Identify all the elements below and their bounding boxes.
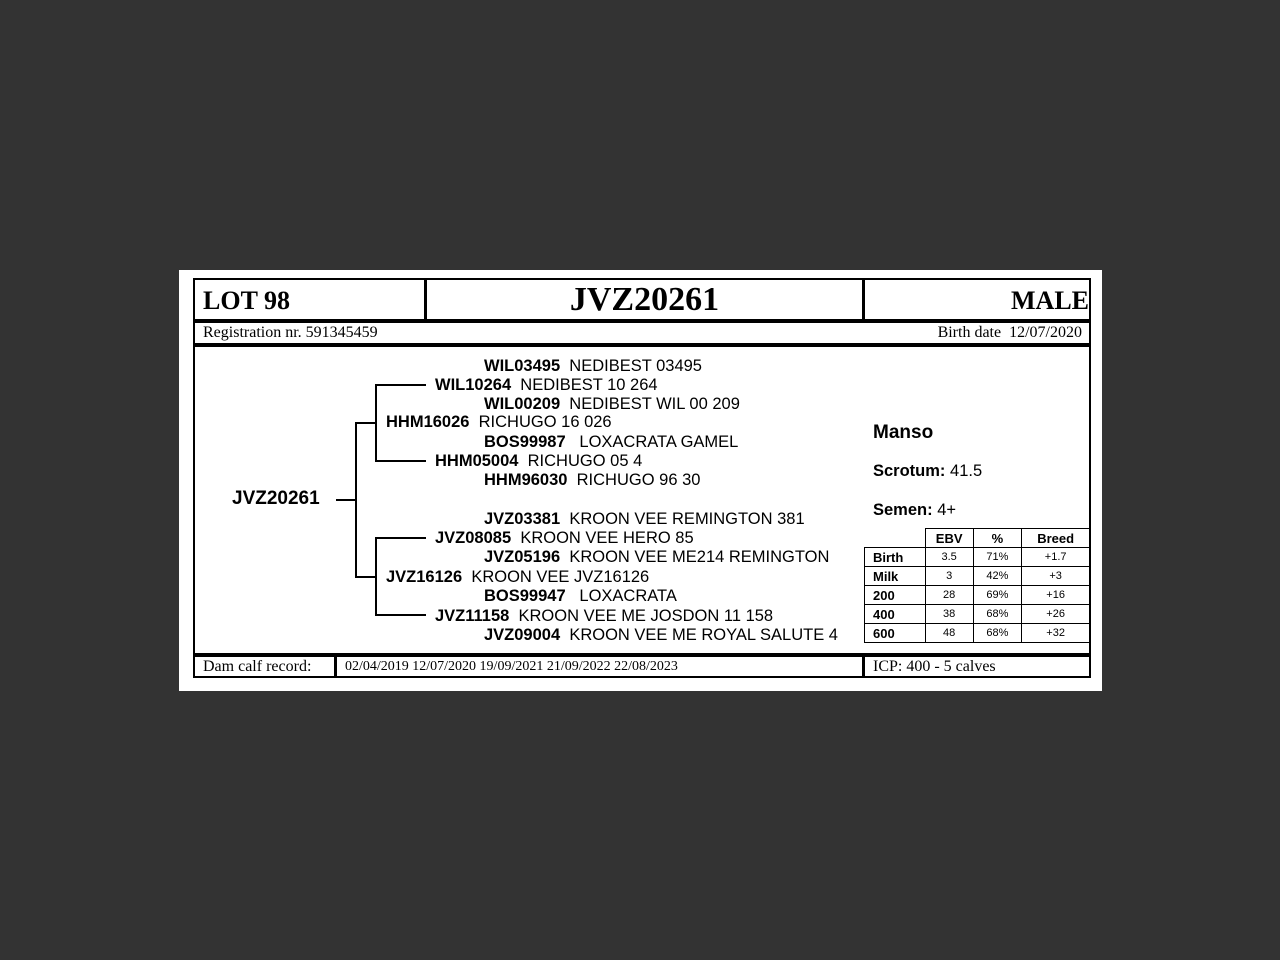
semen-text: [873, 501, 956, 520]
ebv-row-pct: 71%: [973, 548, 1022, 567]
table-row: [865, 624, 1090, 643]
registration-label: Registration nr.: [203, 324, 302, 341]
pedigree-clip: [479, 620, 859, 641]
sex-label: MALE: [1011, 286, 1089, 315]
ebv-row-pct: 68%: [973, 624, 1022, 643]
lot-box: [193, 278, 426, 321]
pedigree-entry: BOS99947 LOXACRATA: [484, 587, 677, 605]
ebv-row-ebv: 48: [925, 624, 973, 643]
pedigree-entry: HHM96030 RICHUGO 96 30: [484, 471, 701, 489]
birth-date-label: Birth date: [937, 324, 1002, 341]
ebv-header-blank: [865, 529, 926, 548]
ebv-row-label: 400: [865, 605, 926, 624]
pedigree-entry: WIL03495 NEDIBEST 03495: [484, 357, 702, 375]
birth-date-text: [938, 324, 1082, 342]
ebv-row-breed: +26: [1022, 605, 1090, 624]
ebv-header-pct: %: [973, 529, 1022, 548]
ebv-row-label: 200: [865, 586, 926, 605]
ebv-row-breed: +16: [1022, 586, 1090, 605]
animal-id-title: JVZ20261: [569, 281, 720, 318]
lot-card: [179, 270, 1102, 691]
subject-id: JVZ20261: [232, 488, 320, 509]
ebv-row-ebv: 28: [925, 586, 973, 605]
ebv-row-ebv: 38: [925, 605, 973, 624]
ebv-row-pct: 42%: [973, 567, 1022, 586]
pedigree-entry: JVZ05196 KROON VEE ME214 REMINGTON: [484, 548, 830, 566]
animal-id-box: [425, 278, 864, 321]
pedigree-entry: WIL10264 NEDIBEST 10 264: [435, 376, 658, 394]
registration-number: 591345459: [305, 324, 378, 341]
ebv-row-breed: +32: [1022, 624, 1090, 643]
registration-text: [203, 324, 378, 342]
table-row: [865, 586, 1090, 605]
ebv-row-pct: 69%: [973, 586, 1022, 605]
pedigree-entry: HHM16026 RICHUGO 16 026: [386, 413, 612, 431]
pedigree-entry: JVZ08085 KROON VEE HERO 85: [435, 529, 694, 547]
sex-box: [863, 278, 1091, 321]
dam-calf-dates-box: [335, 655, 864, 678]
ebv-header-ebv: EBV: [925, 529, 973, 548]
birth-date-value: 12/07/2020: [1009, 324, 1082, 341]
dam-calf-dates: 02/04/2019 12/07/2020 19/09/2021 21/09/2022 22/08/2023: [345, 659, 678, 674]
scrotum-value: 41.5: [950, 462, 983, 480]
pedigree-entry: JVZ09004 KROON VEE ME ROYAL SALUTE 4: [484, 626, 838, 641]
icp-box: [863, 655, 1091, 678]
ebv-row-label: Milk: [865, 567, 926, 586]
lot-number: LOT 98: [203, 286, 290, 315]
pedigree-entry: JVZ03381 KROON VEE REMINGTON 381: [484, 510, 805, 528]
table-row: [865, 567, 1090, 586]
ebv-row-breed: +3: [1022, 567, 1090, 586]
ebv-row-label: Birth: [865, 548, 926, 567]
pedigree-entry: WIL00209 NEDIBEST WIL 00 209: [484, 395, 740, 413]
temperament-label: Manso: [873, 422, 934, 443]
ebv-row-pct: 68%: [973, 605, 1022, 624]
dam-calf-label-box: [193, 655, 336, 678]
registration-box: [193, 321, 1091, 345]
semen-label: Semen:: [873, 501, 933, 519]
scrotum-label: Scrotum:: [873, 462, 946, 480]
pedigree-entry: HHM05004 RICHUGO 05 4: [435, 452, 643, 470]
ebv-row-ebv: 3.5: [925, 548, 973, 567]
ebv-header-row: [865, 529, 1090, 548]
ebv-header-breed: Breed: [1022, 529, 1090, 548]
pedigree-entry: JVZ11158 KROON VEE ME JOSDON 11 158: [435, 607, 774, 625]
ebv-row-ebv: 3: [925, 567, 973, 586]
scrotum-text: [873, 462, 982, 481]
table-row: [865, 605, 1090, 624]
icp-text: ICP: 400 - 5 calves: [873, 658, 996, 675]
table-row: [865, 548, 1090, 567]
ebv-row-label: 600: [865, 624, 926, 643]
pedigree-entry: BOS99987 LOXACRATA GAMEL: [484, 433, 739, 451]
semen-value: 4+: [937, 501, 957, 519]
pedigree-entry: JVZ16126 KROON VEE JVZ16126: [386, 568, 650, 586]
dam-calf-label: Dam calf record:: [203, 658, 312, 675]
ebv-row-breed: +1.7: [1022, 548, 1090, 567]
ebv-table: [864, 528, 1090, 643]
